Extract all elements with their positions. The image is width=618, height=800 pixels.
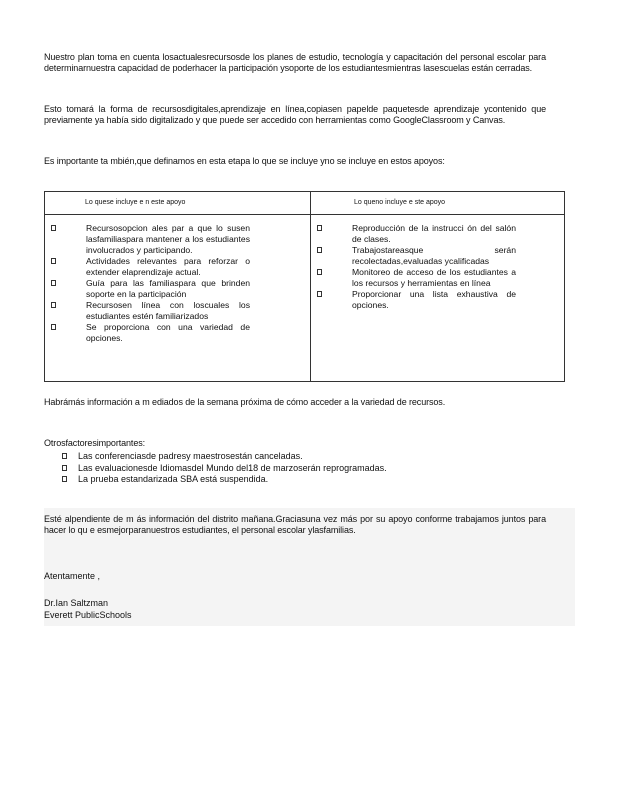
checkbox-glyph-icon bbox=[317, 247, 322, 253]
list-item: Guía para las familiaspara que brinden soporte en la participación bbox=[45, 278, 250, 300]
paragraph-more-info: Habrámás información a m ediados de la semana próxima de cómo acceder a la variedad de recursos. bbox=[44, 397, 446, 407]
list-item: Recursosen línea con loscuales los estudiantes estén familiarizados bbox=[45, 300, 250, 322]
support-table bbox=[44, 191, 565, 382]
list-item: Monitoreo de acceso de los estudiantes a los recursos y herramientas en línea bbox=[311, 267, 516, 289]
header-included: Lo quese incluye e n este apoyo bbox=[85, 199, 186, 206]
list-item: Las conferenciasde padresy maestrosestán canceladas. bbox=[62, 451, 472, 463]
list-item: Reproducción de la instrucci ón del salón de clases. bbox=[311, 223, 516, 245]
checkbox-glyph-icon bbox=[317, 269, 322, 275]
paragraph-closing-note: Esté alpendiente de m ás información del distrito mañana.Graciasuna vez más por su apoyo conforme trabajamos juntos para hacer lo qu e esmejorparanuestros estudiantes, el personal escolar ylasfamilias. bbox=[44, 514, 546, 535]
list-item: Proporcionar una lista exhaustiva de opciones. bbox=[311, 289, 516, 311]
list-item: La prueba estandarizada SBA está suspendida. bbox=[62, 474, 472, 486]
checkbox-glyph-icon bbox=[51, 302, 56, 308]
checkbox-glyph-icon bbox=[51, 225, 56, 231]
checkbox-glyph-icon bbox=[51, 258, 56, 264]
checkbox-glyph-icon bbox=[62, 465, 67, 471]
paragraph-factors-heading: Otrosfactoresimportantes: bbox=[44, 438, 146, 448]
list-item: Recursosopcion ales par a que lo susen lasfamiliaspara mantener a los estudiantes involucrados y participando. bbox=[45, 223, 250, 256]
list-item: Se proporciona con una variedad de opciones. bbox=[45, 322, 250, 344]
factors-list bbox=[62, 451, 472, 486]
signature-name: Dr.Ian Saltzman bbox=[44, 598, 109, 608]
list-item: Actividades relevantes para reforzar o extender elaprendizaje actual. bbox=[45, 256, 250, 278]
checkbox-glyph-icon bbox=[62, 476, 67, 482]
signature-organization: Everett PublicSchools bbox=[44, 610, 132, 620]
checkbox-glyph-icon bbox=[317, 291, 322, 297]
paragraph-scope: Es importante ta mbién,que definamos en esta etapa lo que se incluye yno se incluye en estos apoyos: bbox=[44, 156, 445, 166]
checkbox-glyph-icon bbox=[51, 324, 56, 330]
not-included-column bbox=[311, 223, 516, 311]
header-not-included: Lo queno incluye e ste apoyo bbox=[354, 199, 446, 206]
paragraph-resources: Esto tomará la forma de recursosdigitales,aprendizaje en línea,copiasen papelde paquetesde aprendizaje ycontenido que previamente ya había sido digitalizado y que puede ser accedido con herramientas como GoogleClassroom y Canvas. bbox=[44, 104, 546, 125]
list-item: Las evaluacionesde Idiomasdel Mundo del18 de marzoserán reprogramadas. bbox=[62, 463, 472, 475]
list-item: Trabajostareasque serán recolectadas,evaluadas ycalificadas bbox=[311, 245, 516, 267]
checkbox-glyph-icon bbox=[317, 225, 322, 231]
checkbox-glyph-icon bbox=[51, 280, 56, 286]
paragraph-plan: Nuestro plan toma en cuenta losactualesrecursosde los planes de estudio, tecnología y capacitación del personal escolar para determinarnuestra capacidad de poderhacer la participación ysoporte de los estudiantesmientras lasescuelas están cerradas. bbox=[44, 52, 546, 73]
closing-salutation: Atentamente , bbox=[44, 571, 101, 581]
included-column bbox=[45, 223, 250, 344]
checkbox-glyph-icon bbox=[62, 453, 67, 459]
